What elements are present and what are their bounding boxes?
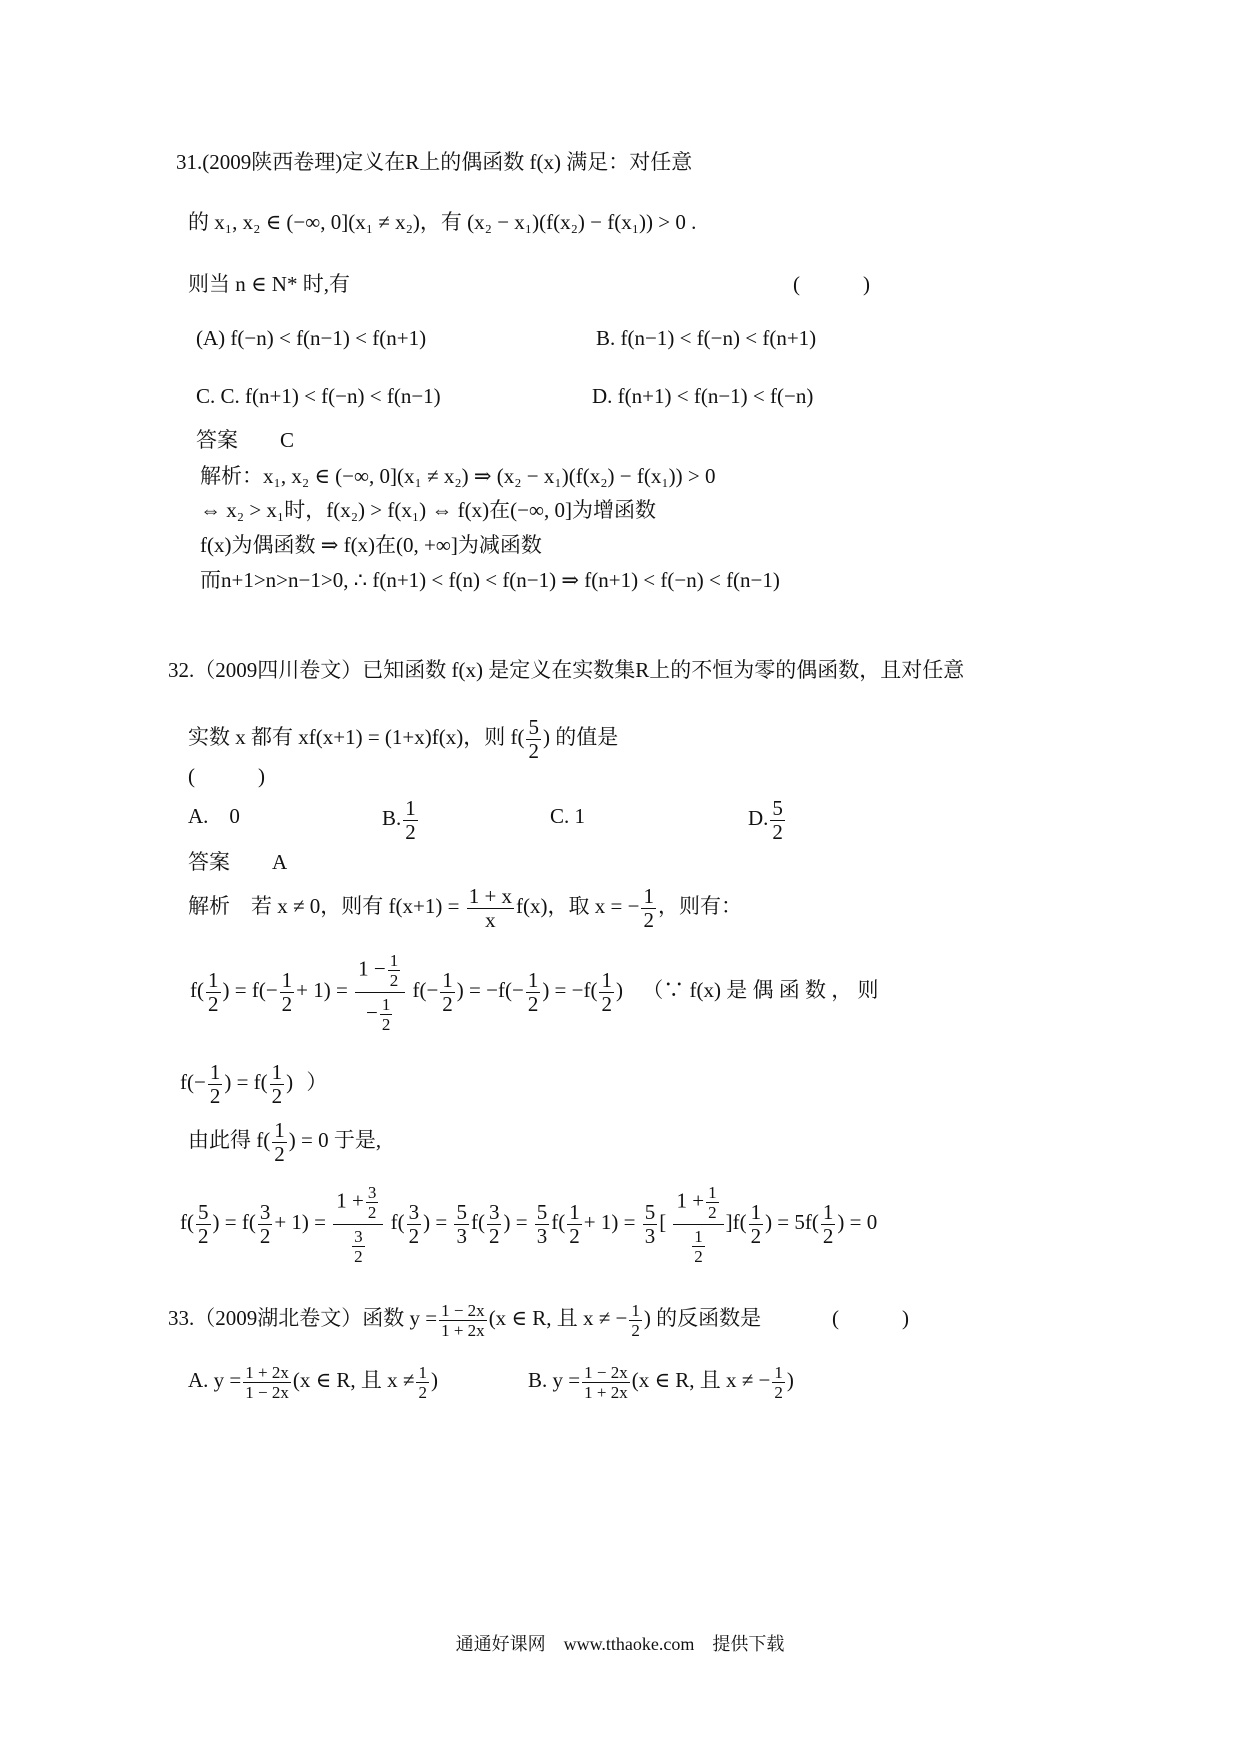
fraction: $\frac{1 - 2x}{1 + 2x}$ xyxy=(584,1362,628,1402)
fraction: $\frac{1}{2}$ xyxy=(274,1117,285,1166)
fraction: $\frac{1}{2}$ xyxy=(418,1362,427,1402)
compound-fraction: 1 + $\frac{1}{2}$ $\frac{1}{2}$ xyxy=(673,1181,723,1268)
q33-answer-bracket: ( ) xyxy=(832,1306,909,1330)
q31-condition: 的 x₁, x₂ ∈ (−∞, 0](x₁ ≠ x₂)，有 (x₂ − x₁)(f(x₂) − f(x₁)) > 0 . xyxy=(188,210,697,234)
q31-answer-bracket: ( ) xyxy=(793,272,870,296)
fraction: $\frac{1}{2}$ xyxy=(750,1199,762,1248)
fraction: $\frac{1}{2}$ xyxy=(209,1059,221,1108)
fraction: $\frac{3}{2}$ xyxy=(408,1199,420,1248)
q31-option-b: B. f(n−1) < f(−n) < f(n+1) xyxy=(596,326,817,350)
q32-title: 32.（2009四川卷文）已知函数 f(x) 是定义在实数集R上的不恒为零的偶函数，且对任意 xyxy=(168,658,965,682)
q32-answer-bracket: ( ) xyxy=(188,764,265,788)
fraction: $\frac{1 + 2x}{1 - 2x}$ xyxy=(245,1362,289,1402)
fraction: $\frac{5}{3}$ xyxy=(536,1199,548,1248)
q31-explanation-3: f(x)为偶函数 ⇒ f(x)在(0, +∞]为减函数 xyxy=(200,533,542,557)
q31-option-c: C. C. f(n+1) < f(−n) < f(n−1) xyxy=(196,384,441,408)
q31-option-a: (A) f(−n) < f(n−1) < f(n+1) xyxy=(196,326,427,350)
fraction: $\frac{1}{2}$ xyxy=(601,967,612,1016)
compound-fraction: 1 − $\frac{1}{2}$ − $\frac{1}{2}$ xyxy=(355,949,405,1036)
q31-title: 31.(2009陕西卷理)定义在R上的偶函数 f(x) 满足：对任意 xyxy=(176,150,693,174)
q32-answer: 答案 A xyxy=(188,850,288,874)
q31-explanation-4: 而n+1>n>n−1>0, ∴ f(n+1) < f(n) < f(n−1) ⇒ f(n+1) < f(−n) < f(n−1) xyxy=(200,568,780,592)
q32-conclusion: 由此得 f( $\frac{1}{2}$ ) = 0 于是, xyxy=(188,1117,382,1166)
q32-condition: 实数 x 都有 xf(x+1) = (1+x)f(x)，则 f( $\frac{5}{2}$ ) 的值是 xyxy=(188,714,619,763)
fraction: $\frac{5}{3}$ xyxy=(456,1199,467,1248)
fraction: $\frac{5}{3}$ xyxy=(644,1199,656,1248)
q31-explanation-1: 解析：x₁, x₂ ∈ (−∞, 0](x₁ ≠ x₂) ⇒ (x₂ − x₁)(f(x₂) − f(x₁)) > 0 xyxy=(200,464,716,488)
fraction: $\frac{3}{2}$ xyxy=(488,1199,500,1248)
fraction: $\frac{1}{2}$ xyxy=(631,1300,640,1340)
fraction: $\frac{1}{2}$ xyxy=(643,883,654,932)
fraction: $\frac{5}{2}$ xyxy=(528,714,539,763)
q31-explanation-2: ⇔ x₂ > x₁时，f(x₂) > f(x₁) ⇔ f(x)在(−∞, 0]为增函数 xyxy=(200,498,656,522)
fraction: $\frac{1}{2}$ xyxy=(822,1199,834,1248)
q33-option-a: A. y = $\frac{1 + 2x}{1 - 2x}$ (x ∈ R, 且 x ≠ $\frac{1}{2}$ ) xyxy=(188,1362,438,1402)
q31-option-d: D. f(n+1) < f(n−1) < f(−n) xyxy=(592,384,814,408)
q33-option-b: B. y = $\frac{1 - 2x}{1 + 2x}$ (x ∈ R, 且 x ≠ − $\frac{1}{2}$ ) xyxy=(528,1362,794,1402)
fraction: $\frac{5}{2}$ xyxy=(198,1199,209,1248)
fraction: $\frac{5}{2}$ xyxy=(772,795,783,844)
fraction: $\frac{1}{2}$ xyxy=(208,967,219,1016)
q31-prompt: 则当 n ∈ N* 时,有 xyxy=(188,272,350,296)
fraction: $\frac{3}{2}$ xyxy=(259,1199,271,1248)
page-footer: 通通好课网 www.tthaoke.com 提供下载 xyxy=(455,1634,785,1654)
q33-title: 33.（2009湖北卷文）函数 y = $\frac{1 - 2x}{1 + 2x}$ (x ∈ R, 且 x ≠ − $\frac{1}{2}$ ) 的反函数是 xyxy=(168,1300,762,1340)
fraction: $\frac{1 - 2x}{1 + 2x}$ xyxy=(441,1300,485,1340)
fraction: $\frac{1}{2}$ xyxy=(774,1362,783,1402)
q32-equation-3: f( $\frac{5}{2}$ ) = f( $\frac{3}{2}$ + 1) = 1 + $\frac{3}{2}$ $\frac{3}{2}$ f( $\frac{3}{2}$ ) = $\frac{5}{3}$ f( $\frac{3}{2}$ ) = $\frac{5}{3}$ f( $\frac{1}{2}$ + 1) = $\frac{5}{3}$ [ 1 + $\frac{1}{2}$ $\frac{1}{2}$ ]f( $\frac{1}{2}$ ) = 5f( $\frac{1}{2}$ ) = 0 xyxy=(180,1182,878,1266)
fraction: $\frac{1 + x}{x}$ xyxy=(468,883,513,932)
q32-equation-1: f( $\frac{1}{2}$ ) = f(− $\frac{1}{2}$ + 1) = 1 − $\frac{1}{2}$ − $\frac{1}{2}$ f(− $\frac{1}{2}$ ) = −f(− $\frac{1}{2}$ ) = −f( $\frac{1}{2}$ ) （∵ f(x) 是 偶 函 数 ， 则 xyxy=(190,950,879,1034)
q31-answer: 答案 C xyxy=(196,428,295,452)
fraction: $\frac{1}{2}$ xyxy=(281,967,293,1016)
q32-option-d: D. $\frac{5}{2}$ xyxy=(748,795,783,844)
fraction: $\frac{1}{2}$ xyxy=(527,967,539,1016)
q32-option-c: C. 1 xyxy=(550,804,586,828)
fraction: $\frac{1}{2}$ xyxy=(569,1199,580,1248)
q32-option-b: B. $\frac{1}{2}$ xyxy=(382,795,416,844)
q32-equation-2: f(− $\frac{1}{2}$ ) = f( $\frac{1}{2}$ ) ） xyxy=(180,1059,328,1108)
fraction: $\frac{1}{2}$ xyxy=(271,1059,283,1108)
q32-explanation-1: 解析 若 x ≠ 0，则有 f(x+1) = $\frac{1 + x}{x}$ f(x)，取 x = − $\frac{1}{2}$ ，则有： xyxy=(188,883,742,932)
fraction: $\frac{1}{2}$ xyxy=(405,795,416,844)
compound-fraction: 1 + $\frac{3}{2}$ $\frac{3}{2}$ xyxy=(333,1181,383,1268)
q32-option-a: A. 0 xyxy=(188,804,240,828)
fraction: $\frac{1}{2}$ xyxy=(442,967,453,1016)
